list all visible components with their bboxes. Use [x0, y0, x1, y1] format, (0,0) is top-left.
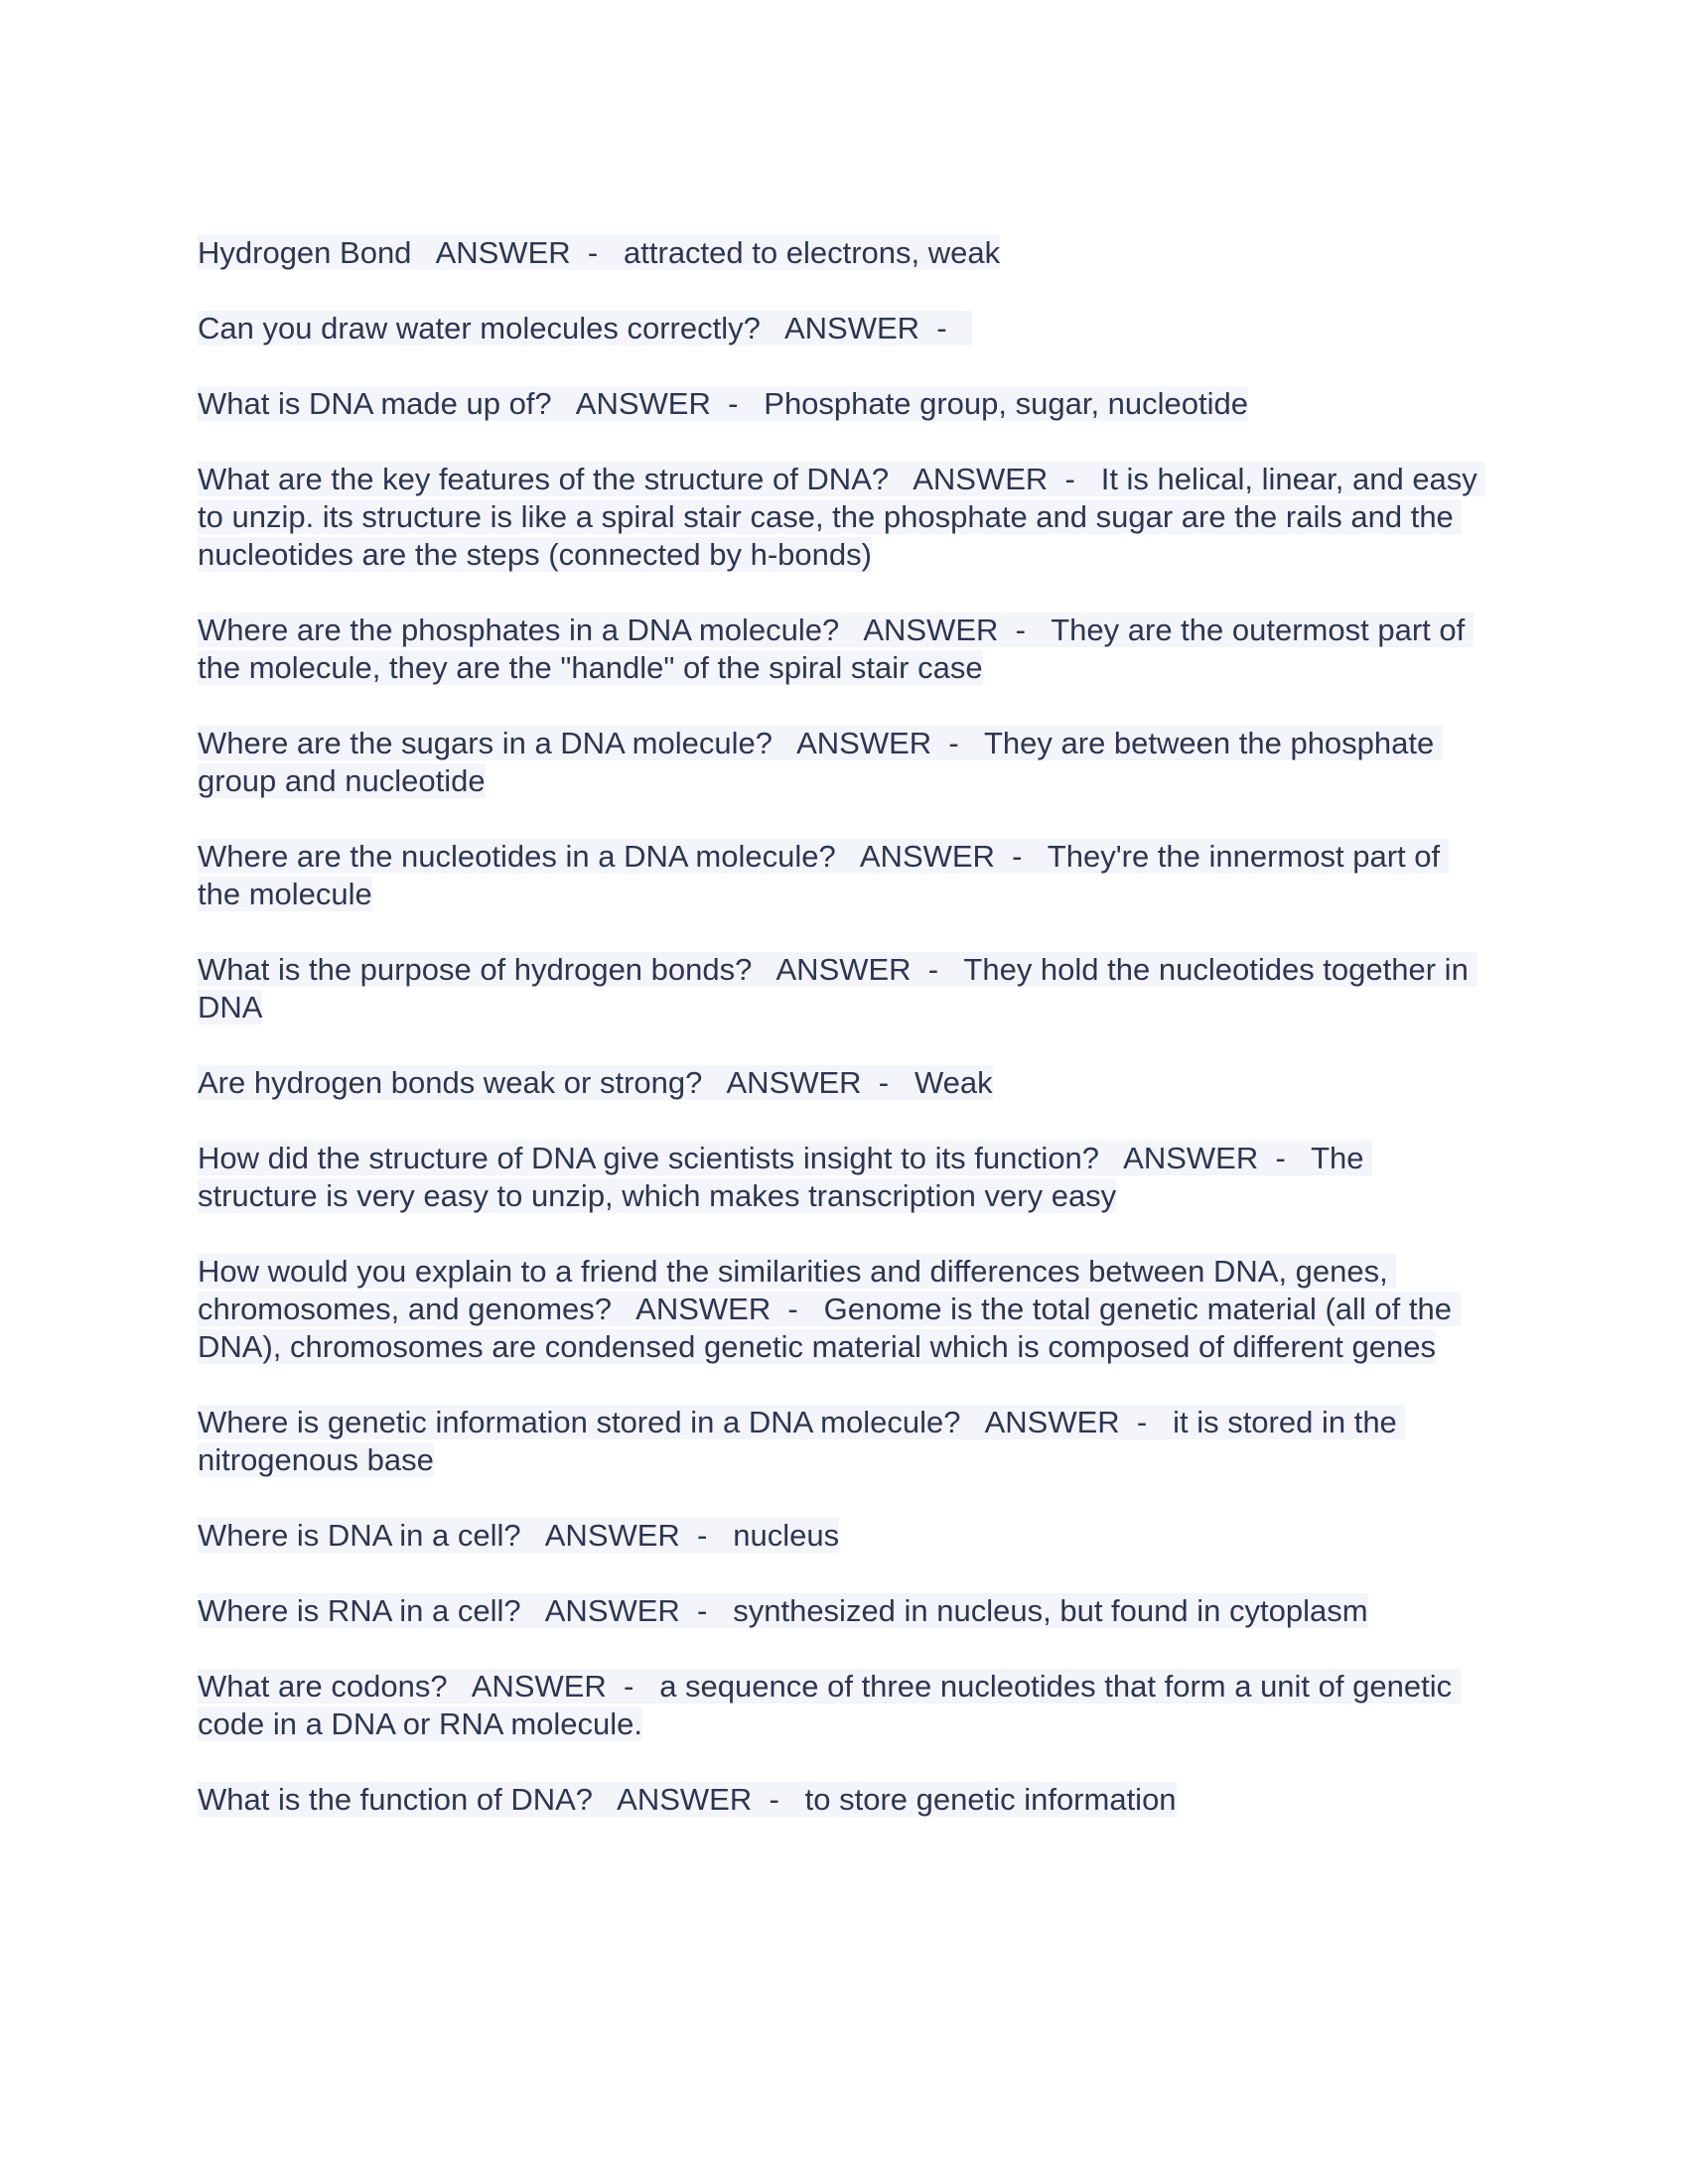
answer: They are between the phosphate group and nucleotide [198, 726, 1443, 798]
qa-text [198, 1782, 1177, 1817]
qa-text [198, 952, 1477, 1024]
answer: They hold the nucleotides together in DNA [198, 952, 1477, 1024]
qa-text [198, 1669, 1461, 1741]
answer-label: ANSWER - [1099, 1141, 1312, 1175]
answer-label: ANSWER - [772, 726, 984, 760]
answer-label: ANSWER - [839, 613, 1052, 647]
qa-item [198, 1781, 1478, 1819]
qa-text [198, 1065, 993, 1100]
question: What is the function of DNA? [198, 1782, 594, 1817]
answer: Phosphate group, sugar, nucleotide [764, 386, 1249, 421]
qa-text [198, 1254, 1461, 1364]
qa-item [198, 385, 1478, 423]
qa-item [198, 1668, 1478, 1743]
answer: nucleus [733, 1518, 840, 1553]
qa-text [198, 386, 1248, 421]
answer-label: ANSWER - [520, 1518, 734, 1553]
qa-text [198, 613, 1474, 685]
question: Where are the nucleotides in a DNA molecule? [198, 839, 836, 874]
qa-text [198, 1518, 839, 1553]
qa-item [198, 951, 1478, 1026]
qa-item [198, 310, 1478, 347]
answer-label: ANSWER - [551, 386, 765, 421]
answer-label: ANSWER - [760, 311, 973, 345]
answer: to store genetic information [804, 1782, 1177, 1817]
qa-item [198, 838, 1478, 913]
qa-item [198, 725, 1478, 800]
question: Where is genetic information stored in a DNA molecule? [198, 1405, 961, 1439]
qa-item [198, 234, 1478, 272]
answer: They're the innermost part of the molecule [198, 839, 1449, 911]
qa-text [198, 462, 1485, 572]
answer-label: ANSWER - [612, 1292, 824, 1326]
question: Where are the phosphates in a DNA molecule? [198, 613, 840, 647]
question: Hydrogen Bond [198, 235, 412, 270]
answer-label: ANSWER - [447, 1669, 660, 1704]
qa-text [198, 726, 1443, 798]
answer-label: ANSWER - [752, 952, 964, 987]
question: Where are the sugars in a DNA molecule? [198, 726, 773, 760]
qa-item [198, 612, 1478, 687]
answer: It is helical, linear, and easy to unzip. its structure is like a spiral stair case, the phosphate and sugar are the rails and the nucleotides are the steps (connected by h-bonds) [198, 462, 1486, 572]
answer: The structure is very easy to unzip, which makes transcription very easy [198, 1141, 1373, 1213]
qa-text [198, 839, 1449, 911]
answer: They are the outermost part of the molecule, they are the "handle" of the spiral stair case [198, 613, 1474, 685]
answer: a sequence of three nucleotides that form a unit of genetic code in a DNA or RNA molecule. [198, 1669, 1461, 1741]
answer-label: ANSWER - [593, 1782, 805, 1817]
question: Can you draw water molecules correctly? [198, 311, 761, 345]
answer: it is stored in the nitrogenous base [198, 1405, 1406, 1477]
question: What is DNA made up of? [198, 386, 552, 421]
document-body [198, 234, 1486, 1856]
question: How would you explain to a friend the similarities and differences between DNA, genes, chromosomes, and genomes? [198, 1254, 1397, 1326]
question: What are the key features of the structure of DNA? [198, 462, 890, 496]
question: How did the structure of DNA give scientists insight to its function? [198, 1141, 1100, 1175]
answer: attracted to electrons, weak [624, 235, 1001, 270]
answer-label: ANSWER - [411, 235, 625, 270]
answer: Genome is the total genetic material (all of the DNA), chromosomes are condensed genetic material which is composed of different genes [198, 1292, 1461, 1364]
answer: synthesized in nucleus, but found in cytoplasm [733, 1593, 1368, 1628]
qa-item [198, 1140, 1478, 1215]
qa-item [198, 1404, 1478, 1479]
answer-label: ANSWER - [835, 839, 1048, 874]
qa-text [198, 311, 972, 345]
answer-label: ANSWER - [520, 1593, 734, 1628]
question: What are codons? [198, 1669, 448, 1704]
qa-item [198, 1517, 1478, 1555]
qa-text [198, 1405, 1405, 1477]
qa-text [198, 1141, 1372, 1213]
qa-item [198, 461, 1486, 574]
qa-text [198, 1593, 1368, 1628]
qa-item [198, 1064, 1478, 1102]
answer: Weak [914, 1065, 993, 1100]
answer-label: ANSWER - [889, 462, 1101, 496]
question: What is the purpose of hydrogen bonds? [198, 952, 753, 987]
question: Are hydrogen bonds weak or strong? [198, 1065, 703, 1100]
question: Where is DNA in a cell? [198, 1518, 521, 1553]
qa-item [198, 1253, 1478, 1366]
answer-label: ANSWER - [702, 1065, 914, 1100]
qa-text [198, 235, 1000, 270]
question: Where is RNA in a cell? [198, 1593, 521, 1628]
qa-item [198, 1592, 1478, 1630]
answer-label: ANSWER - [960, 1405, 1174, 1439]
